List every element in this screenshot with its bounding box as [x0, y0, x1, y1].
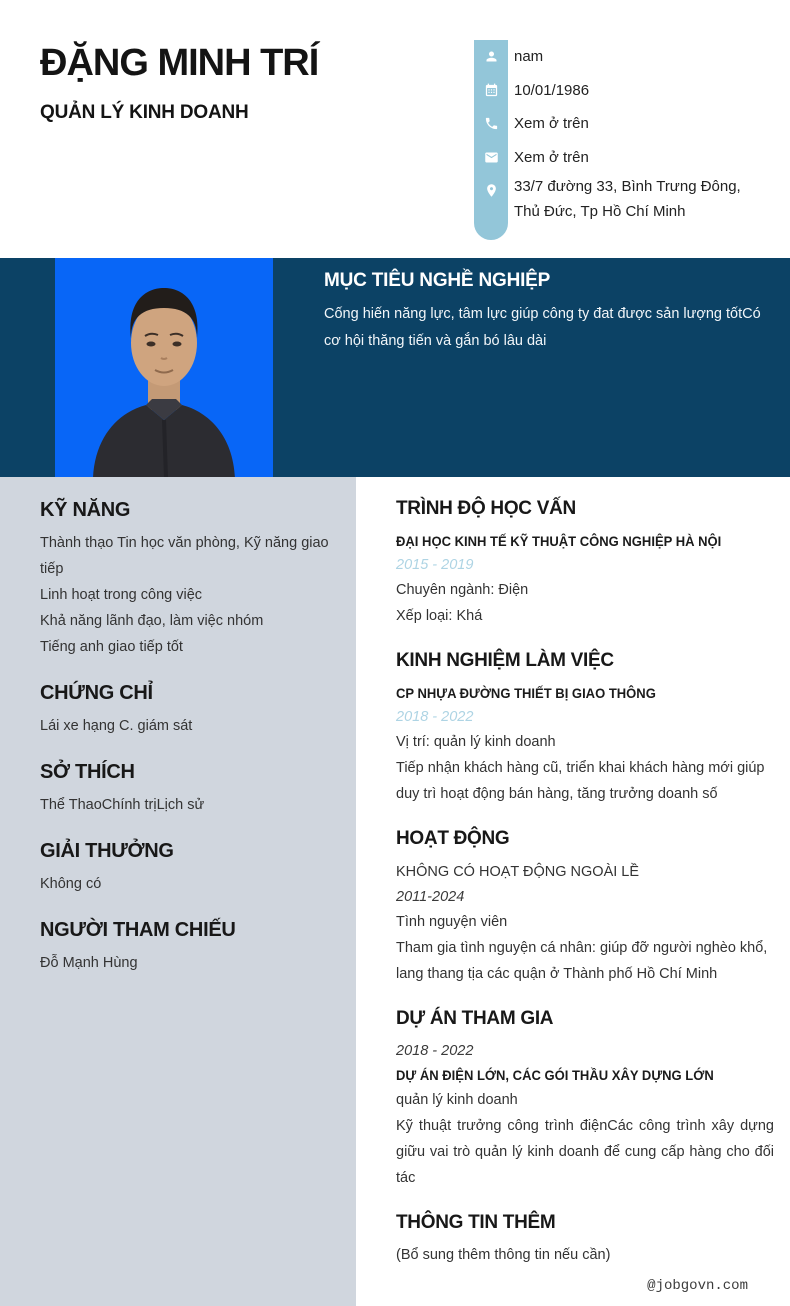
- experience-position: Vị trí: quản lý kinh doanh: [396, 733, 556, 750]
- experience-heading: KINH NGHIỆM LÀM VIỆC: [396, 649, 614, 671]
- activities-description: Tham gia tình nguyện cá nhân: giúp đỡ người nghèo khổ, lang thang tịa các quận ở Thành phố Hồ Chí Minh: [396, 939, 768, 982]
- objective-heading: MỤC TIÊU NGHỀ NGHIỆP: [324, 270, 551, 291]
- projects-heading: DỰ ÁN THAM GIA: [396, 1007, 554, 1029]
- sidebar-heading-awards: GIẢI THƯỞNG: [40, 840, 174, 862]
- location-icon: [474, 183, 508, 198]
- skill-item: Khả năng lãnh đạo, làm việc nhóm: [40, 613, 264, 629]
- education-grade: Xếp loại: Khá: [396, 607, 483, 624]
- project-period: 2018 - 2022: [396, 1042, 474, 1059]
- portrait-illustration: [55, 258, 273, 478]
- objective-section: [324, 270, 762, 355]
- project-description: Kỹ thuật trưởng công trình điệnCác công trình xây dựng giữu vai trò quản lý kinh doanh để cung cấp hàng cho đối tác: [396, 1117, 774, 1186]
- sidebar-heading-skills: KỸ NĂNG: [40, 499, 131, 521]
- project-name: DỰ ÁN ĐIỆN LỚN, CÁC GÓI THẦU XÂY DỰNG LỚN: [396, 1066, 714, 1083]
- education-school: ĐẠI HỌC KINH TẾ KỸ THUẬT CÔNG NGHIỆP HÀ NỘI: [396, 532, 722, 549]
- award-item: Không có: [40, 876, 102, 892]
- skill-item: Tiếng anh giao tiếp tốt: [40, 639, 183, 655]
- experience-period: 2018 - 2022: [396, 708, 474, 725]
- candidate-title: QUẢN LÝ KINH DOANH: [40, 101, 249, 123]
- skill-item: Linh hoạt trong công việc: [40, 587, 203, 603]
- main-content: [356, 477, 790, 1306]
- contact-value: nam: [514, 48, 544, 66]
- cv-header: [40, 42, 318, 124]
- activities-role: Tình nguyện viên: [396, 913, 508, 930]
- project-role: quản lý kinh doanh: [396, 1091, 518, 1108]
- education-period: 2015 - 2019: [396, 556, 474, 573]
- user-icon: [474, 49, 508, 64]
- contact-row-email: [474, 141, 764, 175]
- mail-icon: [474, 150, 508, 165]
- candidate-name: ĐẶNG MINH TRÍ: [40, 42, 319, 84]
- contact-value: 10/01/1986: [514, 81, 590, 99]
- contact-value: Xem ở trên: [514, 148, 589, 166]
- sidebar-heading-certificates: CHỨNG CHỈ: [40, 682, 153, 704]
- activities-heading: HOẠT ĐỘNG: [396, 827, 510, 849]
- sidebar-heading-references: NGƯỜI THAM CHIẾU: [40, 919, 236, 941]
- education-heading: TRÌNH ĐỘ HỌC VẤN: [396, 498, 576, 519]
- contact-row-gender: [474, 40, 764, 74]
- reference-item: Đỗ Mạnh Hùng: [40, 955, 138, 971]
- watermark: @jobgovn.com: [647, 1278, 748, 1294]
- objective-text: Cống hiến năng lực, tâm lực giúp công ty đat được sản lượng tốtCó cơ hội thăng tiến và gắn bó lâu dài: [324, 306, 761, 349]
- contact-row-phone: [474, 107, 764, 141]
- phone-icon: [474, 116, 508, 131]
- profile-photo: [55, 258, 273, 478]
- certificate-item: Lái xe hạng C. giám sát: [40, 718, 193, 734]
- skill-item: Thành thạo Tin học văn phòng, Kỹ năng giao tiếp: [40, 535, 329, 577]
- sidebar: [0, 477, 356, 1306]
- education-major: Chuyên ngành: Điện: [396, 581, 529, 598]
- experience-description: Tiếp nhận khách hàng cũ, triển khai khách hàng mới giúp duy trì hoạt động bán hàng, tăng trưởng doanh số: [396, 759, 765, 802]
- contact-value: Xem ở trên: [514, 115, 589, 133]
- contact-row-address: [474, 174, 764, 224]
- contact-block: [474, 40, 764, 224]
- contact-value: 33/7 đường 33, Bình Trưng Đông, Thủ Đức, Tp Hồ Chí Minh: [514, 178, 741, 220]
- sidebar-heading-hobbies: SỞ THÍCH: [40, 761, 135, 783]
- additional-heading: THÔNG TIN THÊM: [396, 1211, 556, 1233]
- experience-company: CP NHỰA ĐƯỜNG THIẾT BỊ GIAO THÔNG: [396, 684, 656, 701]
- additional-text: (Bổ sung thêm thông tin nếu cần): [396, 1247, 611, 1264]
- calendar-icon: [474, 83, 508, 98]
- activities-organization: KHÔNG CÓ HOẠT ĐỘNG NGOÀI LỀ: [396, 863, 640, 880]
- hobby-item: Thể ThaoChính trịLịch sử: [40, 797, 205, 813]
- contact-row-birthdate: [474, 74, 764, 108]
- activities-period: 2011-2024: [396, 888, 465, 905]
